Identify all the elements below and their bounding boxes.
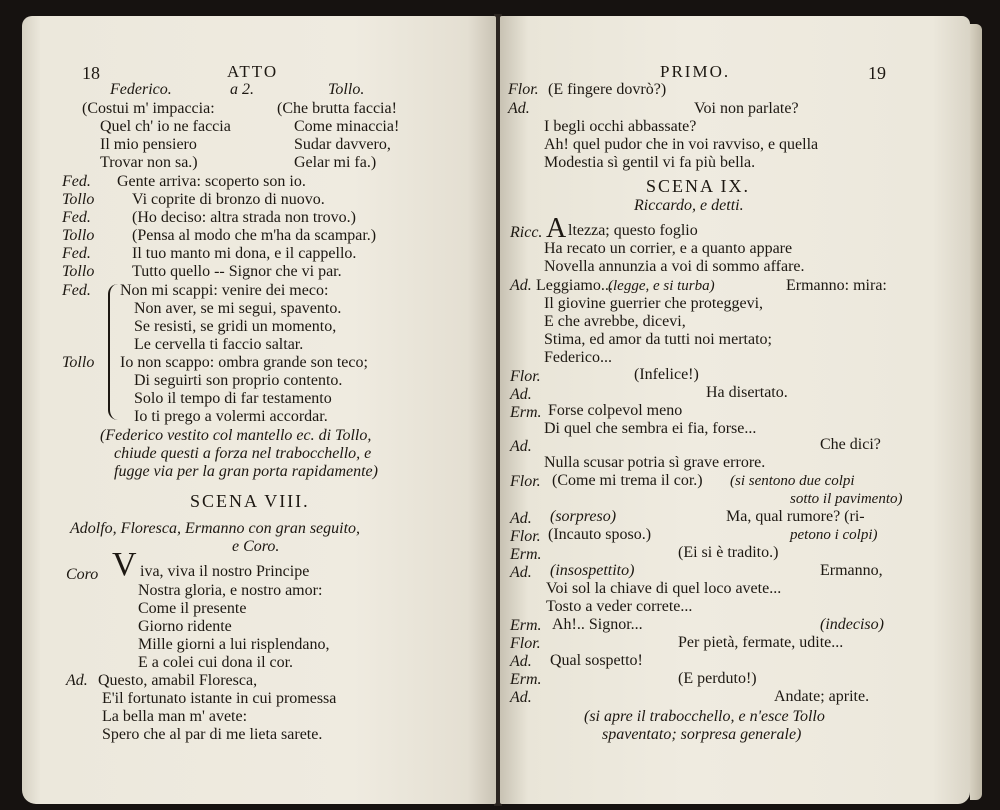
verse-line: (Ei si è tradito.) xyxy=(678,544,779,561)
stage-direction: (si apre il trabocchello, e n'esce Tollo xyxy=(584,708,825,725)
speaker: Tollo xyxy=(62,354,95,371)
verse-line: E a colei cui dona il cor. xyxy=(138,654,294,671)
verse-line: Giorno ridente xyxy=(138,618,232,635)
verse-line: Voi non parlate? xyxy=(694,100,799,117)
verse-line: I begli occhi abbassate? xyxy=(544,118,697,135)
verse-line: Leggiamo... xyxy=(536,277,613,294)
speaker: Tollo xyxy=(62,191,95,208)
speaker: Fed. xyxy=(62,282,91,299)
left-page xyxy=(22,16,496,804)
verse-line: Ah!.. Signor... xyxy=(552,616,643,633)
verse-line: (Pensa al modo che m'ha da scampar.) xyxy=(132,227,377,244)
speaker: Fed. xyxy=(62,245,91,262)
speaker: Ad. xyxy=(508,100,530,117)
stage-direction: chiude questi a forza nel trabocchello, e xyxy=(114,445,372,462)
speaker: Erm. xyxy=(510,546,542,563)
verse-line: E che avrebbe, dicevi, xyxy=(544,313,686,330)
speaker: Erm. xyxy=(510,404,542,421)
speaker: Fed. xyxy=(62,173,91,190)
verse-line: ltezza; questo foglio xyxy=(568,222,698,239)
verse-line: Tutto quello -- Signor che vi par. xyxy=(132,263,342,280)
verse-line: Il mio pensiero xyxy=(100,136,197,153)
verse-line: (E fingere dovrò?) xyxy=(548,81,667,98)
verse-line: Vi coprite di bronzo di nuovo. xyxy=(132,191,325,208)
scene-characters: Riccardo, e detti. xyxy=(634,197,744,214)
verse-line: Ermanno: mira: xyxy=(786,277,887,294)
stage-direction: a 2. xyxy=(230,81,254,98)
verse-line: Non mi scappi: venire dei meco: xyxy=(120,282,329,299)
verse-line: Il giovine guerrier che proteggevi, xyxy=(544,295,764,312)
scene-characters: e Coro. xyxy=(232,538,280,555)
verse-line: E'il fortunato istante in cui promessa xyxy=(102,690,337,707)
verse-line: Di seguirti son proprio contento. xyxy=(134,372,343,389)
verse-line: Mille giorni a lui risplendano, xyxy=(138,636,330,653)
verse-line: (Che brutta faccia! xyxy=(277,100,397,117)
speaker: Tollo xyxy=(62,227,95,244)
stage-direction: (indeciso) xyxy=(820,616,884,633)
speaker: Ricc. xyxy=(510,224,543,241)
verse-line: Gelar mi fa.) xyxy=(294,154,377,171)
page-number: 18 xyxy=(82,63,100,83)
verse-line: Novella annunzia a voi di sommo affare. xyxy=(544,258,805,275)
verse-line: Spero che al par di me lieta sarete. xyxy=(102,726,323,743)
verse-line: Voi sol la chiave di quel loco avete... xyxy=(546,580,782,597)
verse-line: Non aver, se mi segui, spavento. xyxy=(134,300,342,317)
stage-direction: spaventato; sorpresa generale) xyxy=(602,726,802,743)
speaker: Tollo xyxy=(62,263,95,280)
speaker: Flor. xyxy=(510,473,541,490)
speaker: Ad. xyxy=(510,438,532,455)
running-head: ATTO xyxy=(227,62,279,81)
verse-line: Ah! quel pudor che in voi ravviso, e quella xyxy=(544,136,819,153)
speaker: Flor. xyxy=(510,528,541,545)
verse-line: Andate; aprite. xyxy=(774,688,870,705)
verse-line: Per pietà, fermate, udite... xyxy=(678,634,844,651)
speaker: Ad. xyxy=(66,672,88,689)
verse-line: (E perduto!) xyxy=(678,670,757,687)
stage-direction: fugge via per la gran porta rapidamente) xyxy=(114,463,378,480)
stage-direction: (legge, e si turba) xyxy=(608,278,715,294)
right-page xyxy=(500,16,970,804)
drop-capital: A xyxy=(546,213,567,244)
speaker: Ad. xyxy=(510,653,532,670)
verse-line: Solo il tempo di far testamento xyxy=(134,390,332,407)
verse-line: Trovar non sa.) xyxy=(100,154,198,171)
verse-line: Sudar davvero, xyxy=(294,136,391,153)
verse-line: Ma, qual rumore? (ri- xyxy=(726,508,865,525)
page-edge xyxy=(970,24,982,800)
speaker: Ad. xyxy=(510,277,532,294)
speaker: Flor. xyxy=(510,635,541,652)
verse-line: Nulla scusar potria sì grave errore. xyxy=(544,454,766,471)
speaker: Ad. xyxy=(510,689,532,706)
stage-direction: (Federico vestito col mantello ec. di Tollo, xyxy=(100,427,372,444)
verse-line: La bella man m' avete: xyxy=(102,708,248,725)
verse-line: (Incauto sposo.) xyxy=(548,526,652,543)
speaker: Tollo. xyxy=(328,81,365,98)
speaker: Federico. xyxy=(110,81,172,98)
stage-direction: petono i colpi) xyxy=(790,527,878,543)
stage-direction: (insospettito) xyxy=(550,562,635,579)
verse-line: Nostra gloria, e nostro amor: xyxy=(138,582,323,599)
verse-line: Se resisti, se gridi un momento, xyxy=(134,318,337,335)
brace xyxy=(108,284,118,420)
verse-line: (Ho deciso: altra strada non trovo.) xyxy=(132,209,356,226)
drop-capital: V xyxy=(112,546,137,583)
verse-line: Io non scappo: ombra grande son teco; xyxy=(120,354,368,371)
stage-direction: (si sentono due colpi xyxy=(730,473,855,489)
verse-line: Ha recato un corrier, e a quanto appare xyxy=(544,240,793,257)
verse-line: Federico... xyxy=(544,349,612,366)
verse-line: Ha disertato. xyxy=(706,384,788,401)
verse-line: Gente arriva: scoperto son io. xyxy=(117,173,306,190)
verse-line: Quel ch' io ne faccia xyxy=(100,118,231,135)
verse-line: Modestia sì gentil vi fa più bella. xyxy=(544,154,756,171)
verse-line: Come il presente xyxy=(138,600,247,617)
verse-line: Forse colpevol meno xyxy=(548,402,683,419)
speaker: Erm. xyxy=(510,671,542,688)
verse-line: Questo, amabil Floresca, xyxy=(98,672,258,689)
verse-line: (Infelice!) xyxy=(634,366,699,383)
speaker: Flor. xyxy=(510,368,541,385)
verse-line: (Costui m' impaccia: xyxy=(82,100,215,117)
scene-heading: SCENA VIII. xyxy=(190,491,310,511)
speaker: Ad. xyxy=(510,510,532,527)
verse-line: (Come mi trema il cor.) xyxy=(552,472,703,489)
stage-direction: sotto il pavimento) xyxy=(790,491,903,507)
verse-line: Qual sospetto! xyxy=(550,652,643,669)
stage-direction: (sorpreso) xyxy=(550,508,617,525)
scene-heading: SCENA IX. xyxy=(646,176,751,196)
verse-line: Di quel che sembra ei fia, forse... xyxy=(544,420,757,437)
verse-line: Ermanno, xyxy=(820,562,883,579)
verse-line: Le cervella ti faccio saltar. xyxy=(134,336,304,353)
speaker: Fed. xyxy=(62,209,91,226)
verse-line: Come minaccia! xyxy=(294,118,400,135)
speaker: Ad. xyxy=(510,386,532,403)
speaker: Flor. xyxy=(508,81,539,98)
verse-line: Stima, ed amor da tutti noi mertato; xyxy=(544,331,772,348)
verse-line: iva, viva il nostro Principe xyxy=(140,563,310,580)
verse-line: Che dici? xyxy=(820,436,881,453)
page-number: 19 xyxy=(868,63,886,83)
verse-line: Tosto a veder correte... xyxy=(546,598,693,615)
speaker: Ad. xyxy=(510,564,532,581)
running-head: PRIMO. xyxy=(660,62,731,81)
speaker: Erm. xyxy=(510,617,542,634)
verse-line: Il tuo manto mi dona, e il cappello. xyxy=(132,245,357,262)
speaker: Coro xyxy=(66,566,99,583)
scene-characters: Adolfo, Floresca, Ermanno con gran seguito, xyxy=(70,520,361,537)
verse-line: Io ti prego a volermi accordar. xyxy=(134,408,328,425)
